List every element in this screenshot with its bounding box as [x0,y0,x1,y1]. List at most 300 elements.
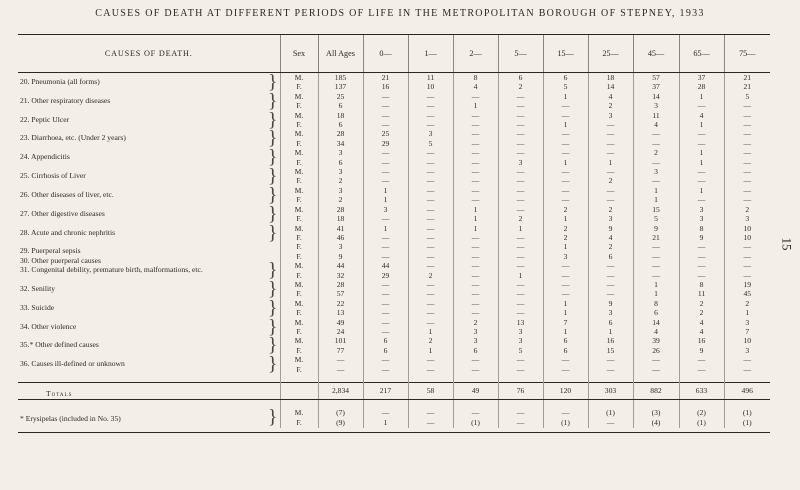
age-value-cell: — [498,205,543,214]
age-value-cell: — [408,214,453,223]
age-value-cell: 4 [588,92,633,101]
age-value-cell: 3 [588,214,633,223]
brace-glyph: } [267,277,278,300]
sex-cell: M. [280,148,318,157]
spacer-cell [18,374,280,383]
age-value-cell: 4 [679,111,724,120]
age-value-cell: 1 [363,224,408,233]
table-row [18,355,770,364]
age-value-cell: — [363,176,408,185]
brace-glyph: } [267,108,278,131]
age-value-cell: 1 [543,299,588,308]
age-value-cell: 29 [363,271,408,280]
all-ages-cell: 28 [318,280,363,289]
sex-cell: M. [280,261,318,270]
age-value-cell: — [408,289,453,298]
age-value-cell: — [453,120,498,129]
age-value-cell: — [453,299,498,308]
sex-cell: F. [280,418,318,428]
sex-cell: F. [280,252,318,261]
age-value-cell: 1 [363,195,408,204]
age-value-cell: 3 [408,129,453,138]
cause-label: 26. Other diseases of liver, etc. [20,189,114,199]
age-value-cell: — [633,261,679,270]
age-value-cell: — [363,111,408,120]
age-value-cell: 7 [724,327,770,336]
age-value-cell: — [498,242,543,251]
cause-label-cell [18,167,280,186]
age-value-cell: — [363,408,408,418]
age-value-cell: 2 [679,299,724,308]
age-value-cell: — [498,101,543,110]
age-value-cell: 6 [543,73,588,83]
age-value-cell: — [724,242,770,251]
sex-cell: F. [280,101,318,110]
header-age-2: 2— [453,35,498,73]
spacer-cell [543,400,588,409]
age-value-cell: (4) [633,418,679,428]
totals-value: 633 [679,383,724,400]
age-value-cell: 37 [633,82,679,91]
age-value-cell: — [724,101,770,110]
age-value-cell: 6 [588,252,633,261]
age-value-cell: — [453,280,498,289]
age-value-cell: — [543,148,588,157]
cause-label-cell [18,129,280,148]
age-value-cell: 3 [724,214,770,223]
age-value-cell: — [408,318,453,327]
age-value-cell: — [724,129,770,138]
age-value-cell: — [498,176,543,185]
age-value-cell: — [588,261,633,270]
age-value-cell: 9 [633,224,679,233]
age-value-cell: — [453,233,498,242]
age-value-cell: — [543,408,588,418]
cause-label: 28. Acute and chronic nephritis [20,227,116,237]
all-ages-cell: 6 [318,158,363,167]
age-value-cell: 1 [363,186,408,195]
spacer-cell [318,374,363,383]
age-value-cell: 2 [724,299,770,308]
age-value-cell: 1 [363,418,408,428]
age-value-cell: 1 [408,327,453,336]
totals-value: 49 [453,383,498,400]
age-value-cell: 21 [724,73,770,83]
page-number: 15 [779,237,795,251]
age-value-cell: (1) [679,418,724,428]
sex-cell: F. [280,176,318,185]
age-value-cell: 3 [498,158,543,167]
table-row [18,242,770,251]
age-value-cell: — [408,308,453,317]
age-value-cell: — [543,176,588,185]
age-value-cell: 28 [679,82,724,91]
age-value-cell: — [724,139,770,148]
age-value-cell: — [724,355,770,364]
header-age-65: 65— [679,35,724,73]
age-value-cell: 1 [543,242,588,251]
age-value-cell: (1) [724,418,770,428]
age-value-cell: 1 [543,92,588,101]
age-value-cell: — [679,365,724,374]
age-value-cell: 1 [588,327,633,336]
cause-label-cell [18,183,280,206]
age-value-cell: 2 [588,101,633,110]
spacer-cell [408,400,453,409]
totals-value: 58 [408,383,453,400]
age-value-cell: 2 [588,205,633,214]
age-value-cell: — [679,101,724,110]
age-value-cell: 1 [679,158,724,167]
spacer-cell [363,400,408,409]
all-ages-cell: 13 [318,308,363,317]
spacer-cell [363,374,408,383]
age-value-cell: — [724,186,770,195]
age-value-cell: 1 [633,186,679,195]
sex-cell: F. [280,195,318,204]
age-value-cell: 1 [453,224,498,233]
age-value-cell: — [408,408,453,418]
age-value-cell: — [453,242,498,251]
totals-value: 120 [543,383,588,400]
spacer-cell [724,400,770,409]
sex-cell: M. [280,92,318,101]
age-value-cell: 57 [633,73,679,83]
age-value-cell: — [633,365,679,374]
sex-cell: F. [280,327,318,336]
age-value-cell: 29 [363,139,408,148]
sex-cell: F. [280,308,318,317]
sex-cell: F. [280,346,318,355]
age-value-cell: — [408,195,453,204]
age-value-cell: — [408,111,453,120]
age-value-cell: 2 [724,205,770,214]
age-value-cell: 3 [633,101,679,110]
all-ages-cell: — [318,355,363,364]
table-row [18,280,770,289]
sex-cell: M. [280,73,318,83]
age-value-cell: 4 [588,233,633,242]
rule-cell [679,428,724,433]
all-ages-cell: 22 [318,299,363,308]
age-value-cell: — [498,365,543,374]
age-value-cell: 1 [543,308,588,317]
sex-cell: M. [280,408,318,418]
age-value-cell: 2 [543,233,588,242]
age-value-cell: 21 [724,82,770,91]
age-value-cell: 4 [633,120,679,129]
age-value-cell: — [724,176,770,185]
age-value-cell: 5 [724,92,770,101]
brace-glyph: } [267,334,278,357]
all-ages-cell: 3 [318,148,363,157]
age-value-cell: 2 [588,242,633,251]
header-age-15: 15— [543,35,588,73]
cause-label-cell [18,89,280,112]
brace-glyph: } [267,315,278,338]
age-value-cell: (3) [633,408,679,418]
age-value-cell: — [543,365,588,374]
age-value-cell: — [408,167,453,176]
age-value-cell: — [543,167,588,176]
age-value-cell: — [543,139,588,148]
age-value-cell: 1 [498,224,543,233]
spacer-cell [498,400,543,409]
age-value-cell: — [724,195,770,204]
age-value-cell: — [498,129,543,138]
age-value-cell: — [724,167,770,176]
all-ages-cell: 9 [318,252,363,261]
sex-cell: M. [280,205,318,214]
sex-cell: F. [280,271,318,280]
age-value-cell: — [363,308,408,317]
table-row [18,205,770,214]
age-value-cell: — [408,148,453,157]
page-title: CAUSES OF DEATH AT DIFFERENT PERIODS OF LIFE IN THE METROPOLITAN BOROUGH OF STEPNEY, 1933 [95,8,705,19]
age-value-cell: 8 [633,299,679,308]
age-value-cell: — [453,252,498,261]
age-value-cell: 6 [453,346,498,355]
totals-value: 76 [498,383,543,400]
age-value-cell: 1 [498,271,543,280]
cause-label: 20. Pneumonia (all forms) [20,77,100,86]
sex-cell: M. [280,129,318,138]
cause-label: 30. Other puerperal causes [20,255,101,265]
totals-sex-cell [280,383,318,400]
age-value-cell: — [408,252,453,261]
age-value-cell: (1) [453,418,498,428]
age-value-cell: — [498,289,543,298]
header-age-0: 0— [363,35,408,73]
age-value-cell: — [363,318,408,327]
age-value-cell: 10 [408,82,453,91]
header-cause: CAUSES OF DEATH. [18,35,280,73]
age-value-cell: 1 [679,148,724,157]
all-ages-cell: (9) [318,418,363,428]
table-row [18,186,770,195]
all-ages-cell: 137 [318,82,363,91]
cause-label: 32. Senility [20,283,56,293]
cause-label: 33. Suicide [20,302,55,312]
age-value-cell: — [588,120,633,129]
age-value-cell: 39 [633,336,679,345]
age-value-cell: — [408,261,453,270]
cause-label-cell [18,355,280,374]
age-value-cell: — [543,111,588,120]
age-value-cell: 2 [453,318,498,327]
age-value-cell: — [498,167,543,176]
totals-label: Totals [46,389,73,398]
age-value-cell: 10 [724,336,770,345]
age-value-cell: 9 [679,346,724,355]
all-ages-cell: 28 [318,129,363,138]
sex-cell: F. [280,139,318,148]
age-value-cell: — [724,158,770,167]
age-value-cell: 6 [588,318,633,327]
spacer-row [18,400,770,409]
age-value-cell: — [453,365,498,374]
age-value-cell: — [453,355,498,364]
sex-cell: F. [280,158,318,167]
age-value-cell: — [453,195,498,204]
age-value-cell: — [633,252,679,261]
age-value-cell: 9 [588,299,633,308]
cause-label: 21. Other respiratory diseases [20,95,111,105]
age-value-cell: 7 [543,318,588,327]
all-ages-cell: 6 [318,120,363,129]
age-value-cell: 2 [543,224,588,233]
age-value-cell: — [724,120,770,129]
age-value-cell: — [543,129,588,138]
all-ages-cell: 46 [318,233,363,242]
age-value-cell: 21 [633,233,679,242]
cause-label-cell [18,242,280,256]
spacer-cell [679,400,724,409]
age-value-cell: — [543,261,588,270]
age-value-cell: — [498,92,543,101]
sex-cell: F. [280,82,318,91]
totals-all-ages: 2,834 [318,383,363,400]
age-value-cell: 2 [408,271,453,280]
all-ages-cell: 3 [318,242,363,251]
age-value-cell: — [453,129,498,138]
age-value-cell: 2 [588,176,633,185]
cause-label-cell [18,221,280,244]
age-value-cell: — [363,214,408,223]
age-value-cell: 16 [679,336,724,345]
table-row [18,224,770,233]
header-age-75: 75— [724,35,770,73]
all-ages-cell: 41 [318,224,363,233]
age-value-cell: — [363,289,408,298]
age-value-cell: — [363,101,408,110]
age-value-cell: 2 [408,336,453,345]
age-value-cell: 1 [724,308,770,317]
age-value-cell: 11 [679,289,724,298]
age-value-cell: — [588,289,633,298]
age-value-cell: 18 [588,73,633,83]
age-value-cell: 3 [498,327,543,336]
all-ages-cell: (7) [318,408,363,418]
cause-label-cell [18,315,280,338]
table-row [18,318,770,327]
age-value-cell: — [408,92,453,101]
age-value-cell: — [498,186,543,195]
age-value-cell: — [498,252,543,261]
age-value-cell: — [543,271,588,280]
age-value-cell: — [453,271,498,280]
age-value-cell: — [679,261,724,270]
cause-label: 25. Cirrhosis of Liver [20,171,86,181]
age-value-cell: — [498,408,543,418]
sex-cell: F. [280,120,318,129]
rule-cell [724,428,770,433]
age-value-cell: — [453,289,498,298]
sex-cell: M. [280,318,318,327]
age-value-cell: — [543,101,588,110]
sex-cell: F. [280,289,318,298]
totals-value: 217 [363,383,408,400]
age-value-cell: — [453,148,498,157]
brace-glyph: } [267,127,278,150]
age-value-cell: — [363,242,408,251]
age-value-cell: — [588,167,633,176]
age-value-cell: — [363,299,408,308]
age-value-cell: — [679,355,724,364]
age-value-cell: — [363,327,408,336]
all-ages-cell: 32 [318,271,363,280]
age-value-cell: — [724,252,770,261]
age-value-cell: 26 [633,346,679,355]
cause-label: 23. Diarrhoea, etc. (Under 2 years) [20,133,126,143]
age-value-cell: — [498,111,543,120]
age-value-cell: 5 [543,82,588,91]
age-value-cell: 1 [543,120,588,129]
spacer-cell [588,400,633,409]
age-value-cell: — [724,148,770,157]
age-value-cell: 3 [588,308,633,317]
age-value-cell: — [588,280,633,289]
cause-label: 35.* Other defined causes [20,340,99,350]
spacer-row [18,374,770,383]
age-value-cell: 6 [543,336,588,345]
table-row [18,261,770,270]
cause-label: 27. Other digestive diseases [20,208,105,218]
spacer-cell [724,374,770,383]
age-value-cell: 3 [588,111,633,120]
header-age-25: 25— [588,35,633,73]
age-value-cell: — [363,167,408,176]
age-value-cell: 4 [633,327,679,336]
header-sex: Sex [280,35,318,73]
age-value-cell: 8 [453,73,498,83]
age-value-cell: — [543,186,588,195]
spacer-cell [679,374,724,383]
brace-glyph: } [267,259,278,282]
age-value-cell: — [408,242,453,251]
age-value-cell: 13 [498,318,543,327]
age-value-cell: 6 [633,308,679,317]
age-value-cell: 11 [633,111,679,120]
rule-cell [318,428,363,433]
age-value-cell: 3 [679,205,724,214]
rule-cell [588,428,633,433]
all-ages-cell: 101 [318,336,363,345]
cause-label-cell [18,336,280,355]
age-value-cell: — [498,355,543,364]
age-value-cell: 10 [724,224,770,233]
all-ages-cell: 3 [318,167,363,176]
all-ages-cell: 25 [318,92,363,101]
all-ages-cell: 185 [318,73,363,83]
age-value-cell: — [453,158,498,167]
all-ages-cell: 3 [318,186,363,195]
age-value-cell: 44 [363,261,408,270]
rule-cell [18,428,280,433]
age-value-cell: 25 [363,129,408,138]
age-value-cell: — [543,195,588,204]
causes-of-death-table [18,34,770,433]
all-ages-cell: — [318,365,363,374]
all-ages-cell: 44 [318,261,363,270]
age-value-cell: — [408,299,453,308]
header-age-1: 1— [408,35,453,73]
all-ages-cell: 2 [318,176,363,185]
cause-label-cell [18,408,280,428]
age-value-cell: — [588,271,633,280]
age-value-cell: 1 [453,101,498,110]
age-value-cell: (1) [724,408,770,418]
